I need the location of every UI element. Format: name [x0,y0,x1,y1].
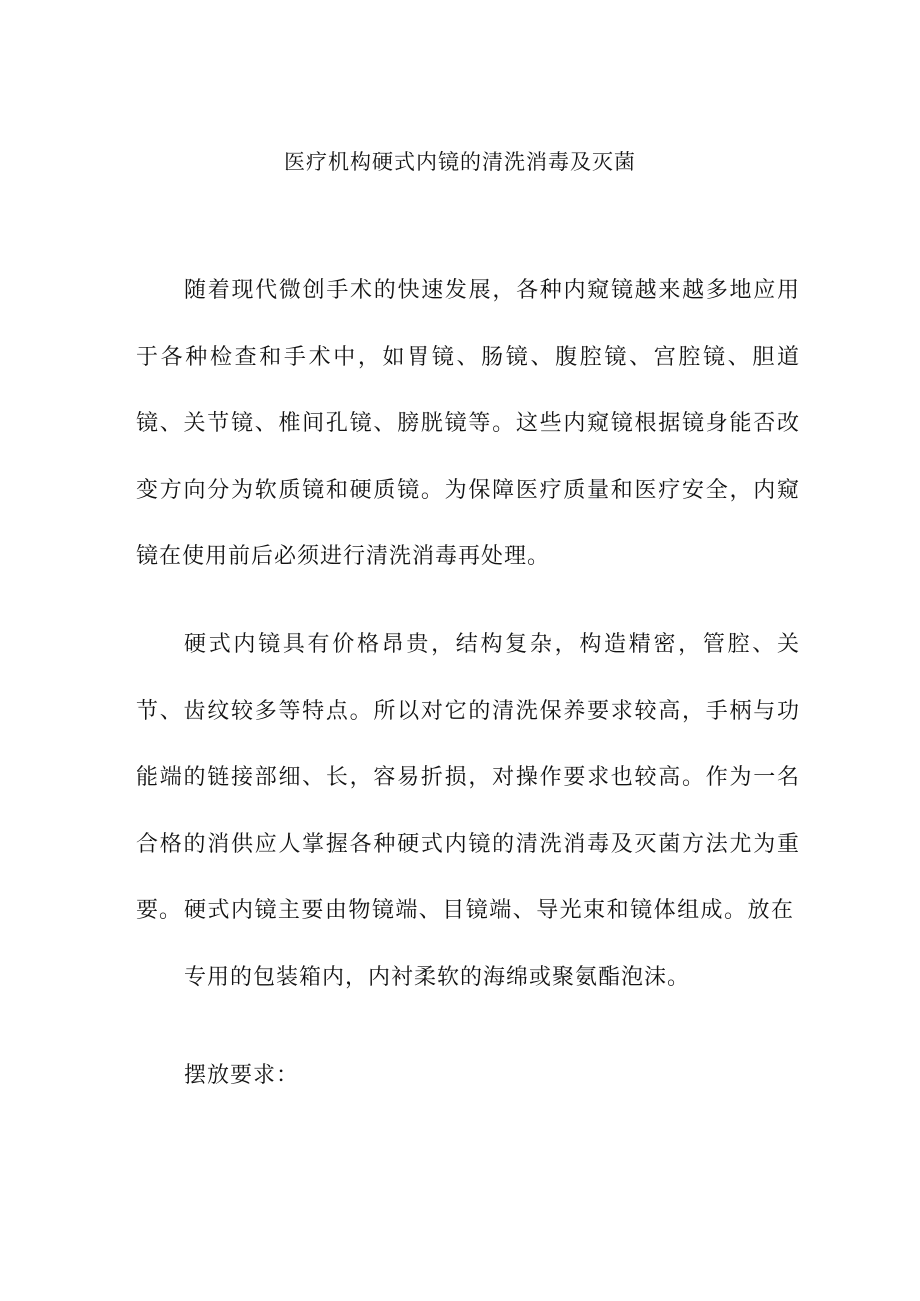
paragraph-placement-requirements: 摆放要求： [184,1063,300,1088]
paragraph-rigid-endoscope-features: 硬式内镜具有价格昂贵，结构复杂，构造精密，管腔、关节、齿纹较多等特点。所以对它的清洗保养要求较高，手柄与功能端的链接部细、长，容易折损，对操作要求也较高。作为一名合格的消供应人掌握各种硬式内镜的清洗消毒及灭菌方法尤为重要。 [136,632,800,923]
paragraph-rigid-endoscope-components: 硬式内镜主要由物镜端、目镜端、导光束和镜体组成。放在专用的包装箱内，内衬柔软的海绵或聚氨酯泡沫。 [184,898,794,990]
paragraph-intro: 随着现代微创手术的快速发展，各种内窥镜越来越多地应用于各种检查和手术中，如胃镜、肠镜、腹腔镜、宫腔镜、胆道镜、关节镜、椎间孔镜、膀胱镜等。这些内窥镜根据镜身能否改变方向分为软质镜和硬质镜。为保障医疗质量和医疗安全，内窥镜在使用前后必须进行清洗消毒再处理。 [136,278,800,569]
document-title: 医疗机构硬式内镜的清洗消毒及灭菌 [284,150,636,174]
